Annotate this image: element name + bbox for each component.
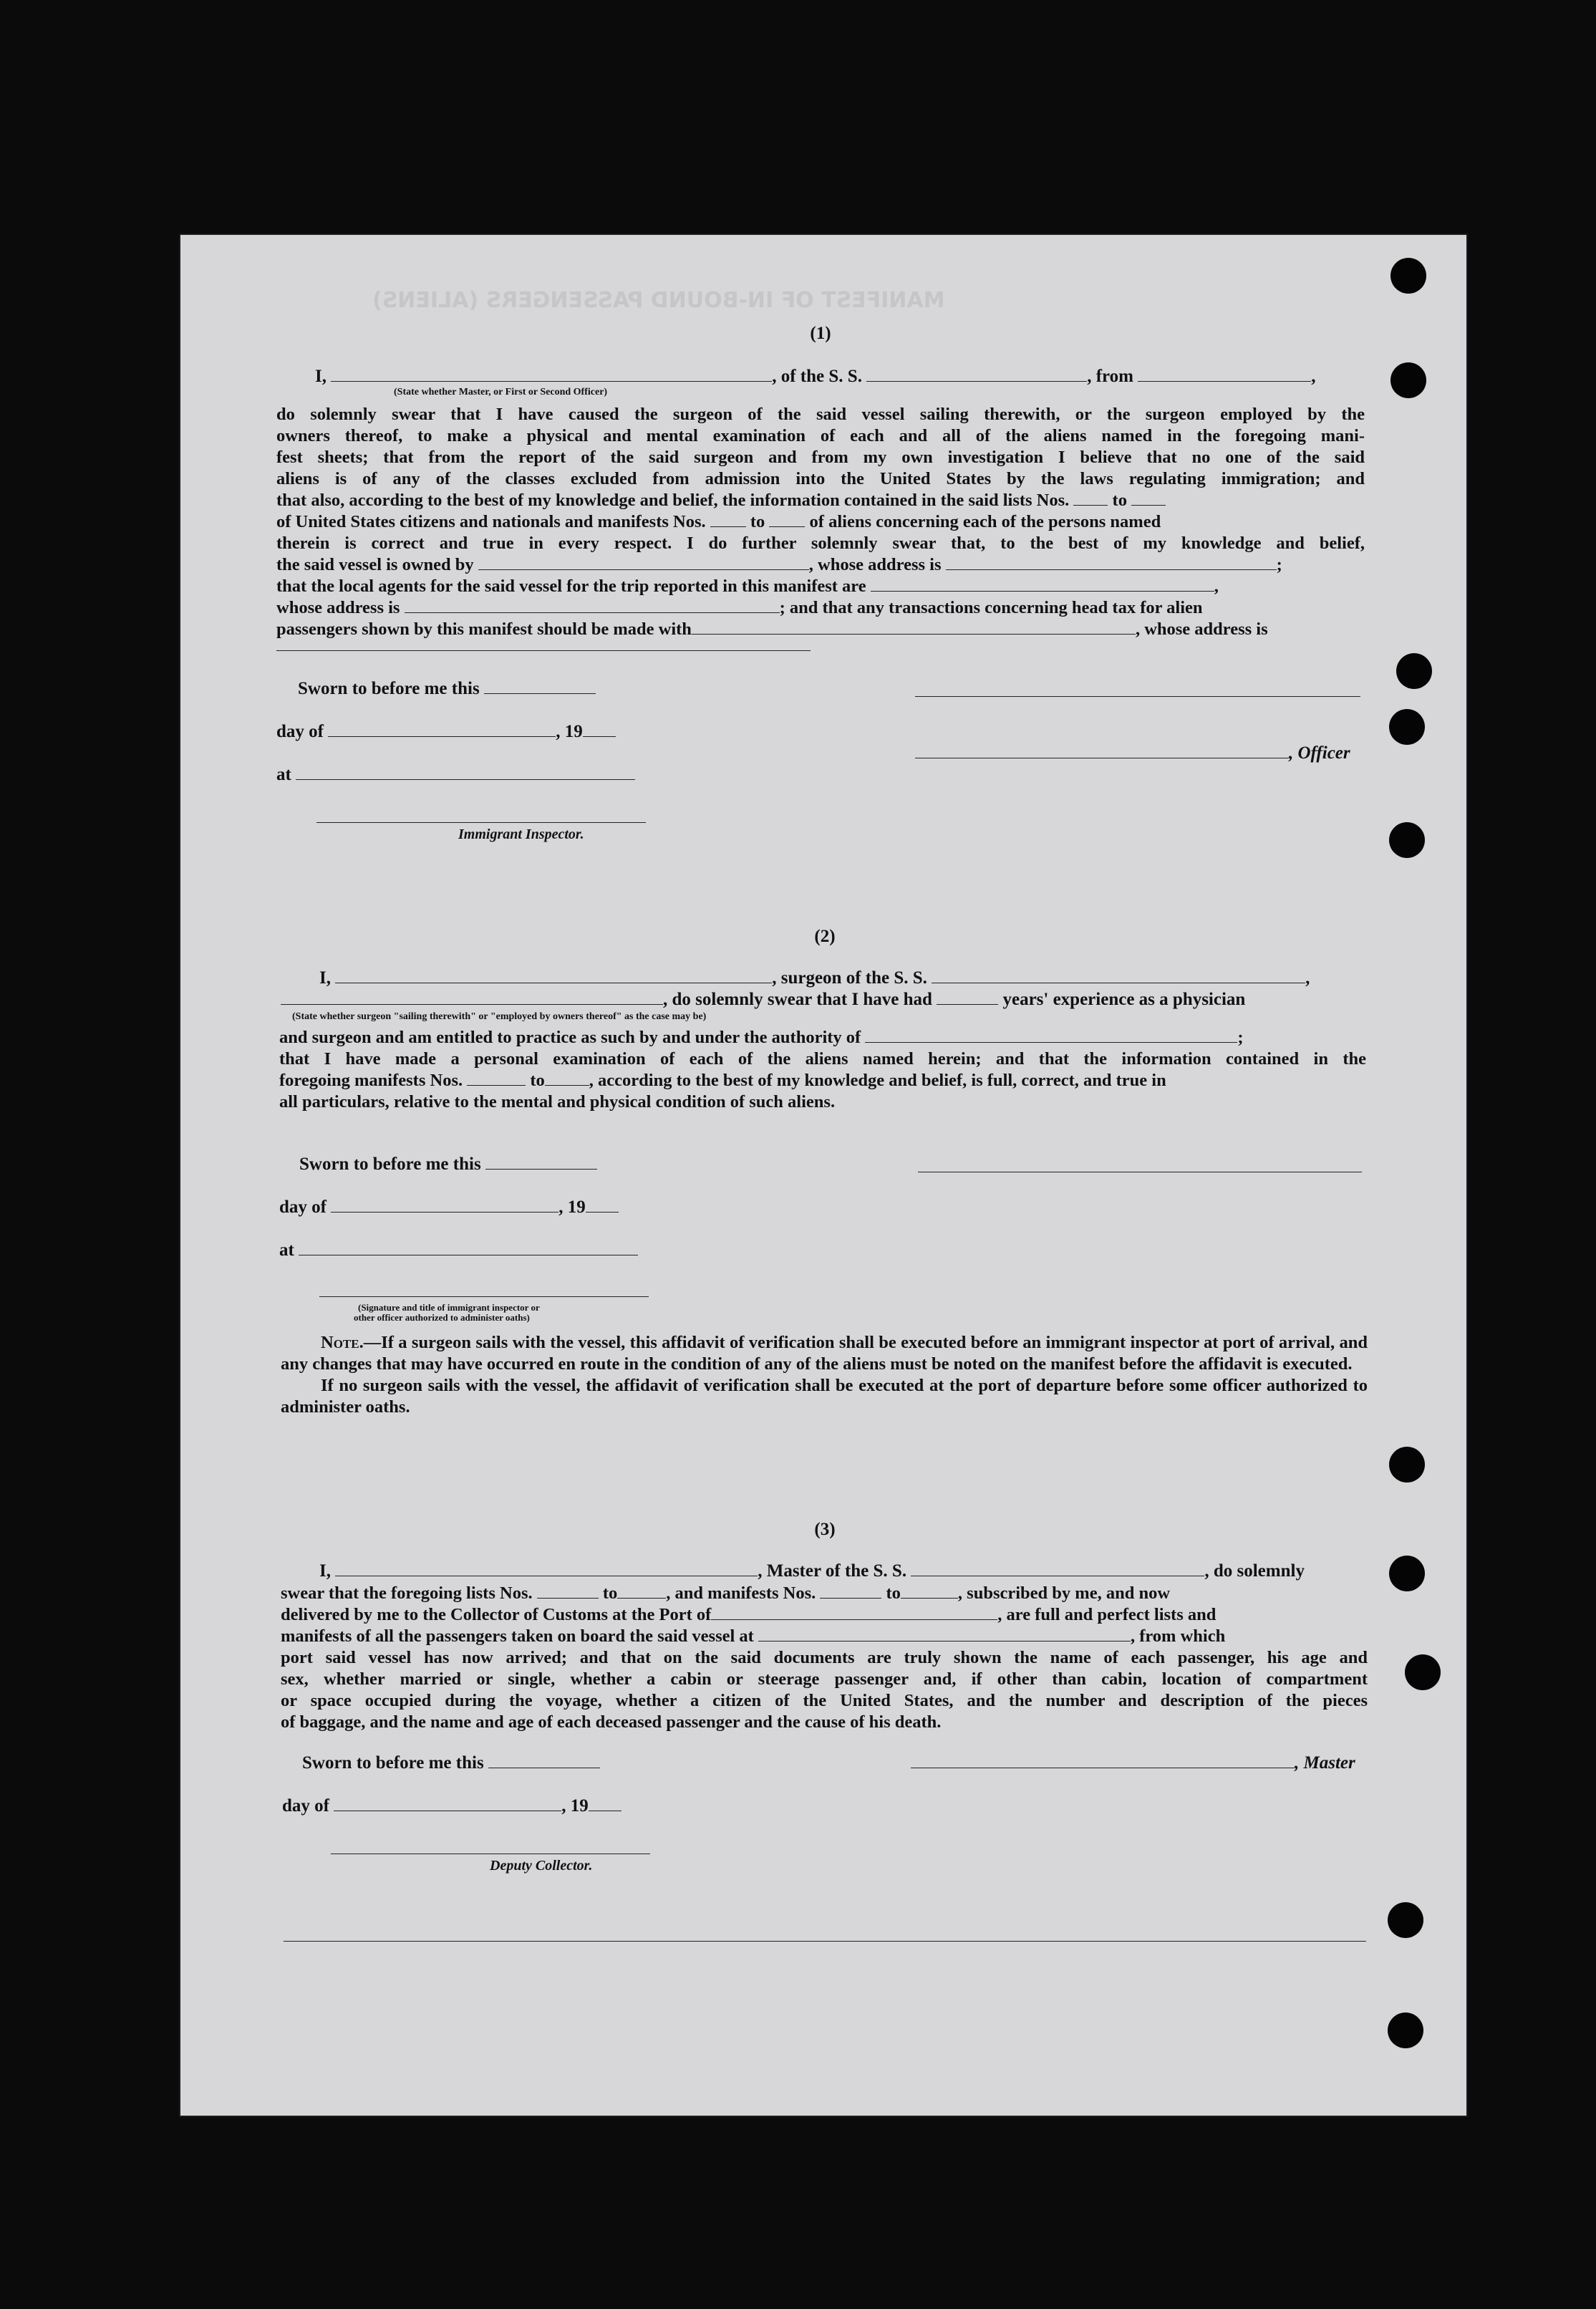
- note-paragraph: [281, 1332, 1368, 1418]
- surgeon-status-field[interactable]: [281, 990, 663, 1005]
- authority-field[interactable]: [865, 1028, 1237, 1043]
- sworn-label-1: Sworn to before me this: [298, 679, 596, 699]
- day-of-label-2: day of , 19: [279, 1197, 619, 1218]
- i-label: I,: [315, 367, 327, 386]
- officer-signature-line-b: , Officer: [915, 743, 1350, 763]
- surgeon-name-field[interactable]: [335, 968, 772, 983]
- punch-hole: [1391, 362, 1426, 398]
- oath-line: fest sheets; that from the report of the said surgeon and from my own investigation I believe that no one of the said: [276, 448, 1365, 467]
- section-2-line: that I have made a personal examination of each of the aliens named herein; and that the information contained in the: [279, 1049, 1366, 1069]
- manifests-from-field[interactable]: [710, 512, 746, 527]
- officer-hint: (State whether Master, or First or Second Officer): [394, 387, 608, 397]
- punch-hole: [1389, 709, 1425, 745]
- head-tax-address-line[interactable]: [276, 650, 811, 651]
- punch-hole: [1388, 1902, 1423, 1938]
- oath-line: aliens is of any of the classes excluded from admission into the United States by the laws regulating immigration; and: [276, 469, 1365, 488]
- sworn-date-field-2[interactable]: [485, 1154, 597, 1170]
- section-3-line: or space occupied during the voyage, whether a citizen of the United States, and the number and description of the pieces: [281, 1691, 1368, 1710]
- lists-from-field-3[interactable]: [537, 1583, 599, 1599]
- immigrant-inspector-label: Immigrant Inspector.: [458, 826, 584, 842]
- section-1-oath-paragraph: [276, 404, 1365, 640]
- of-ss-label: , of the S. S.: [772, 367, 862, 386]
- bottom-rule: [284, 1941, 1366, 1942]
- agents-address-field[interactable]: [405, 598, 780, 613]
- punch-hole: [1391, 258, 1426, 294]
- port-field[interactable]: [711, 1605, 997, 1620]
- lists-to-field-3[interactable]: [617, 1583, 666, 1599]
- deputy-collector-label: Deputy Collector.: [490, 1858, 593, 1874]
- oath-line: do solemnly swear that I have caused the surgeon of the said vessel sailing therewith, or the surgeon employed by the: [276, 405, 1365, 424]
- section-1-number: (1): [810, 324, 831, 343]
- sworn-date-field[interactable]: [484, 679, 596, 694]
- oath-line: that the local agents for the said vessel for the trip reported in this manifest are ,: [276, 577, 1219, 596]
- day-of-label-1: day of , 19: [276, 722, 616, 742]
- oath-line: of United States citizens and nationals and manifests Nos. to of aliens concerning each of the persons named: [276, 512, 1161, 531]
- year-field[interactable]: [583, 722, 616, 737]
- master-name-field[interactable]: [335, 1561, 758, 1576]
- at-label-1: at: [276, 765, 635, 785]
- section-2-line: all particulars, relative to the mental and physical condition of such aliens.: [279, 1092, 836, 1112]
- from-port-field[interactable]: [1138, 367, 1311, 382]
- punch-hole: [1388, 2012, 1423, 2048]
- punch-hole: [1396, 653, 1432, 689]
- section-3-line-1: I, , Master of the S. S. , do solemnly: [319, 1561, 1305, 1581]
- section-2-line-1: I, , surgeon of the S. S. ,: [319, 968, 1310, 988]
- punch-hole: [1389, 1556, 1425, 1591]
- section-2-line-2: , do solemnly swear that I have had years' experience as a physician: [281, 990, 1245, 1010]
- officer-signature-field[interactable]: [915, 743, 1289, 758]
- manifests-to-field-2[interactable]: [545, 1071, 589, 1086]
- day-of-field[interactable]: [328, 722, 556, 737]
- bleed-through-heading: MANIFEST OF IN-BOUND PASSENGERS (ALIENS): [372, 288, 945, 313]
- surgeon-hint: (State whether surgeon "sailing therewith" or "employed by owners thereof" as the case may be): [292, 1011, 707, 1022]
- from-label: , from: [1087, 367, 1133, 386]
- at-place-field-2[interactable]: [299, 1240, 638, 1255]
- oath-line: owners thereof, to make a physical and mental examination of each and all of the aliens named in the foregoing mani-: [276, 426, 1365, 445]
- inspector-signature-line-2[interactable]: [319, 1296, 649, 1297]
- oath-line: therein is correct and true in every respect. I do further solemnly swear that, to the best of my knowledge and belief,: [276, 534, 1365, 553]
- head-tax-party-field[interactable]: [692, 620, 1136, 635]
- master-vessel-field[interactable]: [911, 1561, 1204, 1576]
- section-1-line-1: I, , of the S. S. , from ,: [315, 367, 1316, 386]
- local-agents-field[interactable]: [871, 577, 1214, 592]
- manifests-to-field[interactable]: [769, 512, 805, 527]
- day-of-field-2[interactable]: [331, 1197, 558, 1213]
- note-label: Note.: [321, 1333, 364, 1352]
- officer-signature-line-a[interactable]: [915, 696, 1360, 697]
- year-field-3[interactable]: [589, 1796, 622, 1811]
- at-place-field[interactable]: [296, 765, 635, 780]
- lists-from-field[interactable]: [1073, 491, 1108, 506]
- oath-line: passengers shown by this manifest should be made with , whose address is: [276, 620, 1268, 639]
- section-3-line: of baggage, and the name and age of each deceased passenger and the cause of his death.: [281, 1712, 942, 1732]
- owner-field[interactable]: [478, 555, 809, 570]
- sworn-date-field-3[interactable]: [488, 1753, 600, 1768]
- day-of-field-3[interactable]: [334, 1796, 561, 1811]
- sworn-label-3: Sworn to before me this: [302, 1753, 600, 1773]
- punch-hole: [1389, 822, 1425, 858]
- manifest-page: [179, 233, 1468, 2117]
- officer-name-field[interactable]: [331, 367, 772, 382]
- punch-hole: [1389, 1447, 1425, 1483]
- owner-address-field[interactable]: [946, 555, 1277, 570]
- departure-port-field[interactable]: [758, 1626, 1131, 1642]
- section-2-number: (2): [814, 927, 836, 946]
- manifests-from-field-2[interactable]: [467, 1071, 526, 1086]
- day-of-label-3: day of , 19: [282, 1796, 622, 1816]
- note-text-2: If no surgeon sails with the vessel, the affidavit of verification shall be executed at the port of departure before some officer authorized to administer oaths.: [281, 1376, 1368, 1417]
- master-signature-line: , Master: [911, 1753, 1355, 1773]
- sig-hint-2: other officer authorized to administer oaths): [354, 1312, 530, 1323]
- oath-line: that also, according to the best of my knowledge and belief, the information contained in the said lists Nos. to: [276, 490, 1365, 511]
- at-label-2: at: [279, 1240, 638, 1260]
- oath-line: whose address is ; and that any transactions concerning head tax for alien: [276, 598, 1203, 617]
- section-3-paragraph: swear that the foregoing lists Nos. to , and manifests Nos. to , subscribed by me, and now delivered by me to the Collector of Customs at the Port of , are full and perfect lists and manifests of all the passengers taken on board the said vessel at , from which port said vessel has now arrived; and that on the said documents are truly shown the name of each passenger, his age and sex, whether married or single, whether a cabin or steerage passenger and, if other than cabin, location of compartment or space occupied during the voyage, whether a citizen of the United States, and the number and description of the pieces of baggage, and the name and age of each deceased passenger and the cause of his death.: [281, 1583, 1368, 1732]
- master-signature-field[interactable]: [911, 1753, 1295, 1768]
- section-3-line: sex, whether married or single, whether a cabin or steerage passenger and, if other than cabin, location of compartment: [281, 1669, 1368, 1689]
- section-3-number: (3): [814, 1520, 836, 1539]
- manifests-to-field-3[interactable]: [901, 1583, 958, 1599]
- year-field-2[interactable]: [586, 1197, 619, 1213]
- vessel-name-field[interactable]: [866, 367, 1087, 382]
- manifests-from-field-3[interactable]: [820, 1583, 881, 1599]
- punch-hole: [1405, 1654, 1441, 1690]
- note-text: —If a surgeon sails with the vessel, this affidavit of verification shall be executed before an immigrant inspector at port of arrival, and any changes that may have occurred en route in the condition of any of the aliens must be noted on the manifest before the affidavit is executed.: [281, 1333, 1368, 1374]
- surgeon-vessel-field[interactable]: [932, 968, 1305, 983]
- oath-line: the said vessel is owned by , whose address is ;: [276, 555, 1282, 574]
- section-2-paragraph: and surgeon and am entitled to practice as such by and under the authority of ; that I have made a personal examination of each of the aliens named herein; and that the information contained in the foregoing manifests Nos. to , according to the best of my knowledge and belief, is full, correct, and true in all particulars, relative to the mental and physical condition of such aliens.: [279, 1028, 1366, 1112]
- years-experience-field[interactable]: [937, 990, 998, 1005]
- sworn-label-2: Sworn to before me this: [299, 1154, 597, 1175]
- lists-to-field[interactable]: [1131, 491, 1166, 506]
- sig-hint-1: (Signature and title of immigrant inspector or: [358, 1302, 540, 1313]
- inspector-signature-line[interactable]: [316, 822, 646, 823]
- section-3-line: port said vessel has now arrived; and that on the said documents are truly shown the name of each passenger, his age and: [281, 1648, 1368, 1667]
